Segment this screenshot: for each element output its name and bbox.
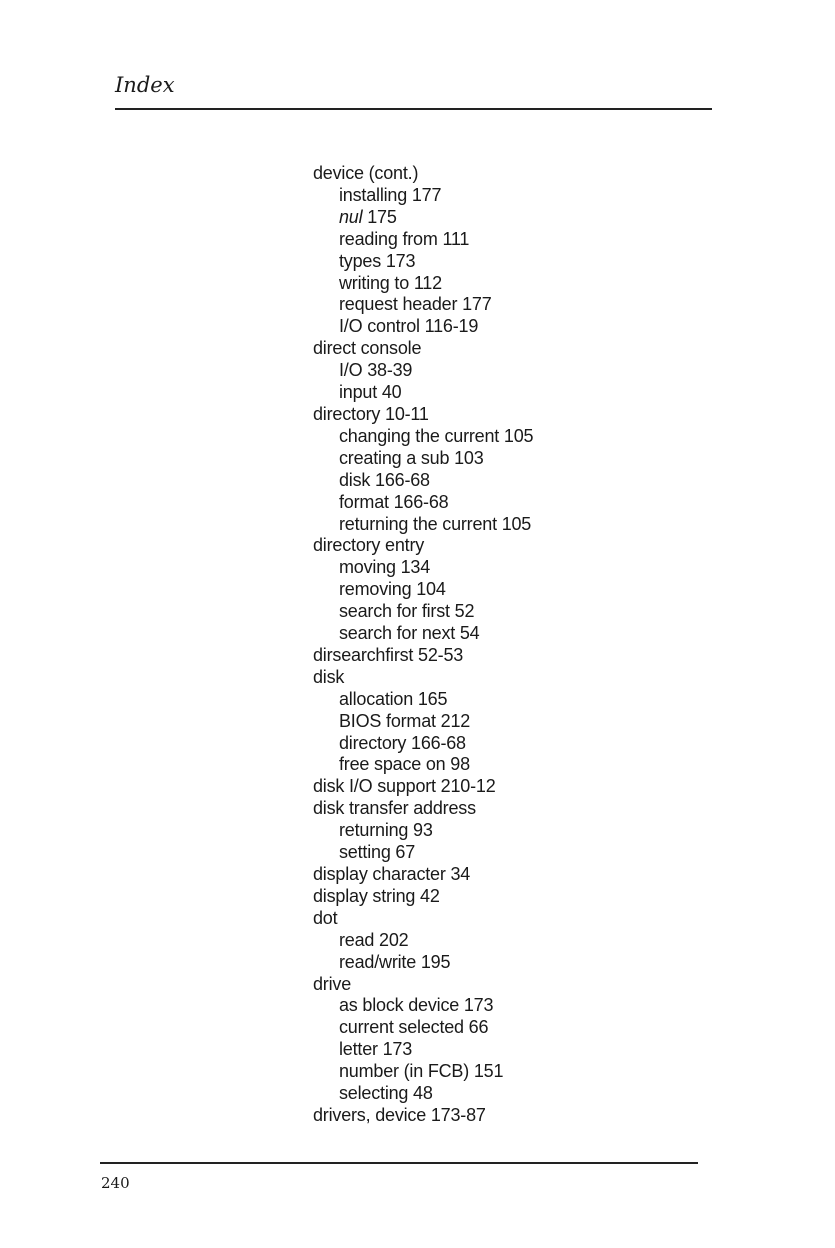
page-header-title: Index bbox=[115, 73, 175, 97]
page-number: 240 bbox=[101, 1174, 130, 1192]
index-subentry: format 166-68 bbox=[339, 491, 449, 512]
index-entry: drivers, device 173-87 bbox=[313, 1104, 486, 1125]
index-entry: directory entry bbox=[313, 535, 425, 556]
index-page-ref: 175 bbox=[362, 206, 397, 227]
index-subentry: free space on 98 bbox=[339, 754, 470, 775]
index-subentry: I/O 38-39 bbox=[339, 360, 413, 381]
index-subentry: current selected 66 bbox=[339, 1017, 489, 1038]
index-entry: disk bbox=[313, 666, 345, 687]
index-entry: dot bbox=[313, 907, 338, 928]
index-entry: dirsearchfirst 52-53 bbox=[313, 644, 464, 665]
index-subentry: input 40 bbox=[339, 382, 402, 403]
index-subentry: setting 67 bbox=[339, 842, 416, 863]
index-term-italic: nul bbox=[339, 206, 363, 227]
index-entry: direct console bbox=[313, 338, 422, 359]
index-subentry: writing to 112 bbox=[339, 272, 442, 293]
index-entry: disk transfer address bbox=[313, 798, 476, 819]
index-subentry: creating a sub 103 bbox=[339, 447, 484, 468]
index-subentry: number (in FCB) 151 bbox=[339, 1061, 504, 1082]
index-subentry: returning the current 105 bbox=[339, 513, 532, 534]
index-entry: drive bbox=[313, 973, 352, 994]
index-subentry: directory 166-68 bbox=[339, 732, 466, 753]
index-entry: device (cont.) bbox=[313, 163, 419, 183]
index-subentry: changing the current 105 bbox=[339, 425, 534, 446]
index-subentry: returning 93 bbox=[339, 820, 433, 841]
index-subentry: reading from 111 bbox=[339, 228, 470, 249]
header-divider bbox=[115, 108, 712, 110]
index-subentry: allocation 165 bbox=[339, 688, 448, 709]
index-subentry: removing 104 bbox=[339, 579, 446, 600]
index-entry: disk I/O support 210-12 bbox=[313, 776, 496, 797]
index-entry: directory 10-11 bbox=[313, 403, 429, 424]
index-subentry: installing 177 bbox=[339, 184, 442, 205]
index-subentry: types 173 bbox=[339, 250, 416, 271]
index-subentry: read 202 bbox=[339, 929, 409, 950]
index-subentry: disk 166-68 bbox=[339, 469, 430, 490]
index-entry-list bbox=[313, 163, 713, 1127]
index-subentry: search for first 52 bbox=[339, 601, 475, 622]
index-subentry bbox=[313, 207, 713, 229]
index-subentry: I/O control 116-19 bbox=[339, 316, 479, 337]
index-entry: display string 42 bbox=[313, 885, 440, 906]
index-subentry: read/write 195 bbox=[339, 951, 451, 972]
index-subentry: selecting 48 bbox=[339, 1083, 433, 1104]
index-entry: display character 34 bbox=[313, 864, 471, 884]
footer-divider bbox=[100, 1162, 698, 1164]
index-subentry: as block device 173 bbox=[339, 995, 494, 1016]
index-subentry: moving 134 bbox=[339, 557, 431, 578]
index-subentry: search for next 54 bbox=[339, 623, 480, 644]
index-subentry: letter 173 bbox=[339, 1039, 413, 1060]
index-subentry: BIOS format 212 bbox=[339, 710, 471, 731]
index-subentry: request header 177 bbox=[339, 294, 492, 315]
